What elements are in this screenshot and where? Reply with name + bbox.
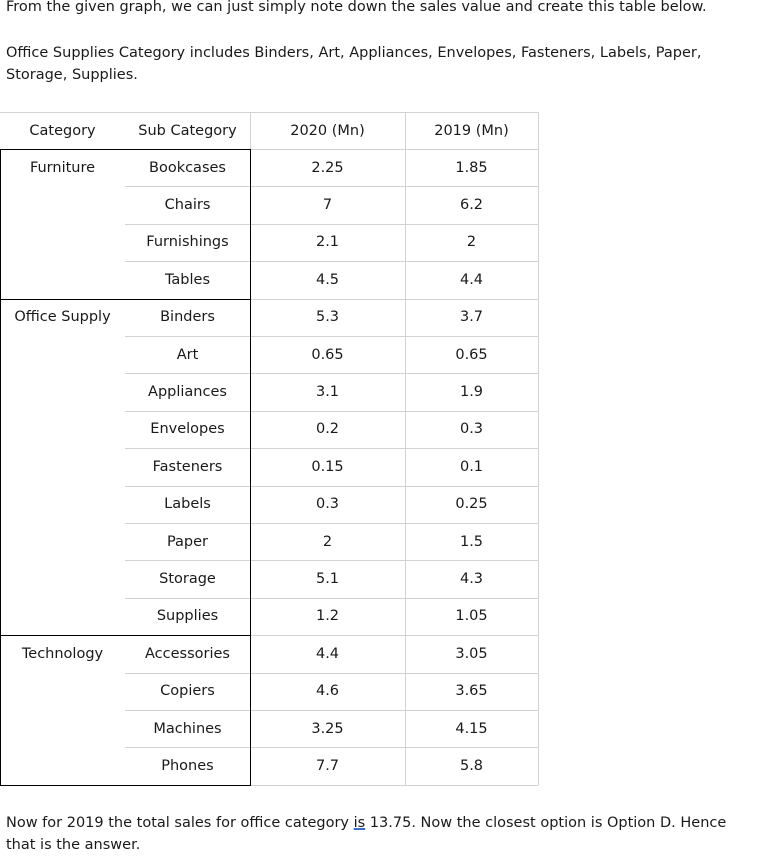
table-cell-sales-2020: 0.15 — [311, 458, 344, 475]
table-cell-sales-2019: 4.3 — [459, 571, 484, 588]
column-header-sales-2020: 2020 (Mn) — [290, 122, 365, 139]
table-cell-sales-2020: 2.1 — [315, 234, 340, 251]
table-cell-sales-2019: 1.9 — [459, 384, 484, 401]
table-cell-sales-2019: 1.5 — [459, 533, 484, 550]
table-cell-sales-2020: 7.7 — [315, 758, 340, 775]
table-cell-sales-2020: 1.2 — [315, 608, 340, 625]
table-cell-sub-category: Supplies — [156, 608, 219, 625]
sales-table — [0, 112, 538, 786]
table-cell-category — [0, 560, 125, 597]
conclusion-underlined-word: is — [353, 815, 366, 831]
table-cell-category: Furniture — [29, 159, 96, 176]
table-cell-sales-2019: 1.05 — [455, 608, 488, 625]
table-cell-sales-2019: 2 — [466, 234, 477, 251]
table-cell-sales-2020: 5.1 — [315, 571, 340, 588]
category-note-line-2: Storage, Supplies. — [6, 67, 138, 83]
table-cell-sales-2019: 5.8 — [459, 758, 484, 775]
table-cell-sub-category: Labels — [164, 496, 211, 513]
table-cell-sales-2020: 5.3 — [315, 309, 340, 326]
conclusion-line-1 — [6, 812, 726, 834]
table-cell-sales-2019: 0.3 — [459, 421, 484, 438]
table-cell-category — [0, 710, 125, 747]
table-cell-category — [0, 336, 125, 373]
table-cell-category — [0, 747, 125, 784]
table-cell-category — [0, 261, 125, 298]
table-cell-sales-2019: 3.65 — [455, 683, 488, 700]
table-cell-sub-category: Storage — [159, 571, 216, 588]
table-cell-sales-2020: 4.5 — [315, 271, 340, 288]
table-cell-sales-2020: 2 — [322, 533, 333, 550]
table-cell-sales-2020: 3.1 — [315, 384, 340, 401]
table-cell-sales-2020: 4.4 — [315, 645, 340, 662]
table-cell-category — [0, 186, 125, 223]
table-cell-sales-2020: 0.2 — [315, 421, 340, 438]
table-cell-sub-category: Chairs — [164, 197, 211, 214]
column-header-sub-category: Sub Category — [138, 122, 237, 139]
table-cell-category — [0, 486, 125, 523]
conclusion-line-2: that is the answer. — [6, 837, 141, 853]
table-cell-category — [0, 673, 125, 710]
conclusion-text — [6, 812, 726, 856]
table-cell-sub-category: Furnishings — [146, 234, 229, 251]
table-cell-sub-category: Machines — [153, 720, 222, 737]
column-divider — [538, 112, 539, 785]
table-cell-sales-2019: 0.1 — [459, 458, 484, 475]
table-cell-sales-2019: 4.4 — [459, 271, 484, 288]
category-note-line-1: Office Supplies Category includes Binders, Art, Appliances, Envelopes, Fasteners, Labels, Paper, — [6, 45, 702, 61]
table-cell-sub-category: Copiers — [160, 683, 215, 700]
table-cell-sales-2019: 1.85 — [455, 159, 488, 176]
table-cell-category — [0, 411, 125, 448]
table-cell-sub-category: Envelopes — [150, 421, 225, 438]
table-cell-sub-category: Tables — [164, 271, 211, 288]
table-cell-category: Technology — [21, 645, 104, 662]
table-cell-sub-category: Paper — [166, 533, 209, 550]
column-header-sales-2019: 2019 (Mn) — [434, 122, 509, 139]
table-cell-sales-2020: 7 — [322, 197, 333, 214]
table-cell-sub-category: Binders — [160, 309, 215, 326]
table-cell-category: Office Supply — [14, 309, 111, 326]
table-cell-category — [0, 373, 125, 410]
table-cell-sub-category: Bookcases — [149, 159, 226, 176]
group-border — [0, 785, 250, 786]
table-cell-category — [0, 598, 125, 635]
table-cell-sub-category: Art — [176, 346, 199, 363]
table-cell-sales-2020: 0.3 — [315, 496, 340, 513]
table-cell-sales-2019: 6.2 — [459, 197, 484, 214]
table-cell-sales-2020: 0.65 — [311, 346, 344, 363]
table-cell-sales-2019: 4.15 — [455, 720, 488, 737]
table-cell-category — [0, 448, 125, 485]
conclusion-part-1: Now for 2019 the total sales for office category — [6, 815, 354, 831]
table-cell-category — [0, 224, 125, 261]
table-cell-sales-2019: 0.25 — [455, 496, 488, 513]
table-cell-sub-category: Appliances — [148, 384, 227, 401]
table-cell-sales-2020: 2.25 — [311, 159, 344, 176]
table-cell-sub-category: Phones — [161, 758, 214, 775]
conclusion-part-2: 13.75. Now the closest option is Option D. Hence — [365, 815, 727, 831]
table-cell-sales-2019: 0.65 — [455, 346, 488, 363]
table-cell-sub-category: Accessories — [145, 645, 230, 662]
table-cell-sales-2019: 3.7 — [459, 309, 484, 326]
table-cell-sales-2020: 3.25 — [311, 720, 344, 737]
category-note — [6, 42, 701, 86]
intro-text: From the given graph, we can just simply note down the sales value and create this table below. — [6, 0, 707, 15]
column-header-category: Category — [29, 122, 96, 139]
table-cell-sub-category: Fasteners — [152, 458, 223, 475]
table-cell-sales-2019: 3.05 — [455, 645, 488, 662]
table-cell-category — [0, 523, 125, 560]
table-cell-sales-2020: 4.6 — [315, 683, 340, 700]
